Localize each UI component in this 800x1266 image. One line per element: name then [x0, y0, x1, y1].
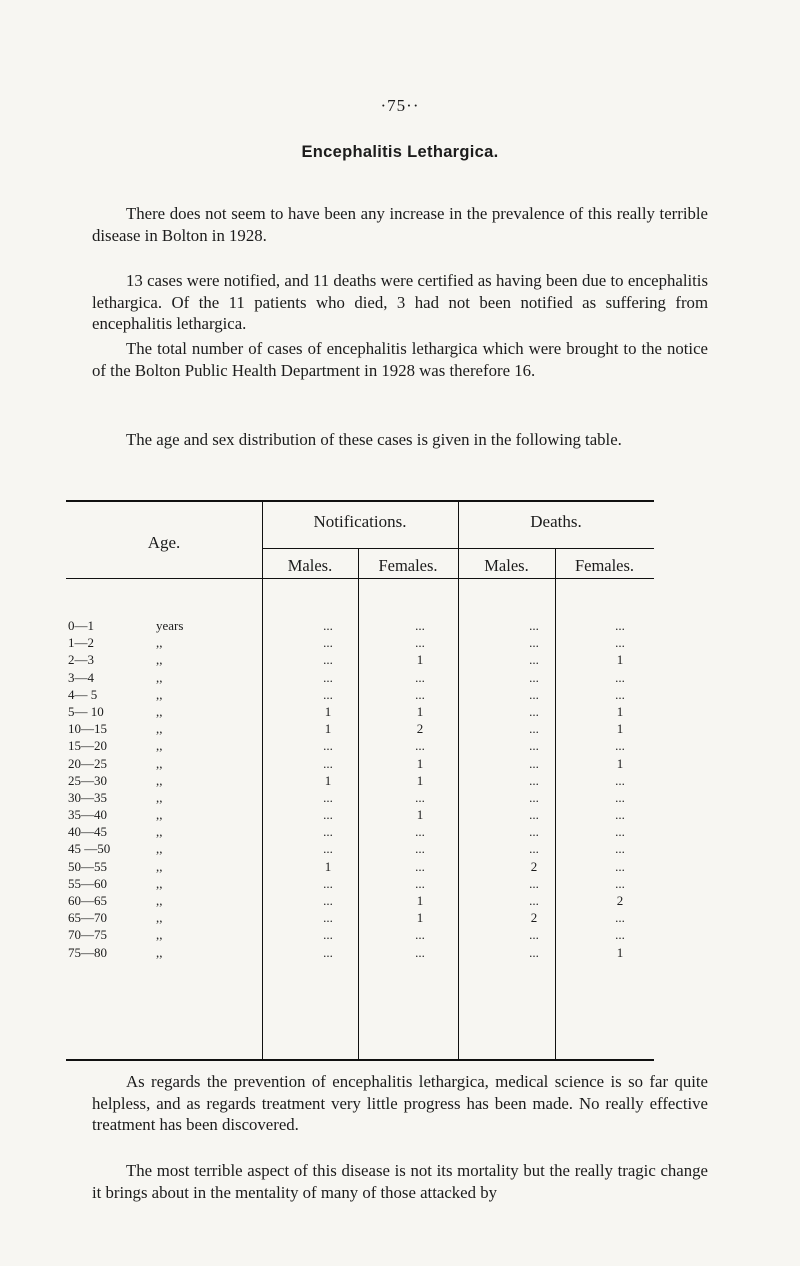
- notif-males-cell: 1: [324, 772, 332, 788]
- deaths-females-cell: 1: [616, 755, 624, 771]
- notif-males-cell: ...: [323, 927, 333, 943]
- paragraph-text: As regards the prevention of encephalitis lethargica, medical science is so far quite helpless, and as regards treatment very little progress has been made. No really effective treatment has been discovered.: [92, 1072, 708, 1134]
- deaths-males-cell: ...: [529, 703, 539, 719]
- notif-females-cell: ...: [415, 635, 425, 651]
- notif-males-cell: ...: [323, 789, 333, 805]
- age-unit: ,,: [156, 669, 163, 685]
- deaths-females-cell: 1: [616, 652, 624, 668]
- notif-females-cell: ...: [415, 858, 425, 874]
- deaths-males-cell: ...: [529, 927, 539, 943]
- age-range: 35—40: [68, 807, 107, 823]
- age-range: 15—20: [68, 738, 107, 754]
- table-row: [66, 893, 654, 910]
- age-unit: ,,: [156, 824, 163, 840]
- age-range: 3—4: [68, 669, 94, 685]
- deaths-males-cell: ...: [529, 738, 539, 754]
- table-row: [66, 824, 654, 841]
- table-row: [66, 841, 654, 858]
- paragraph-text: The total number of cases of encephalitis lethargica which were brought to the notice of the Bolton Public Health Department in 1928 was therefore 16.: [92, 339, 708, 380]
- notif-males-cell: ...: [323, 738, 333, 754]
- age-range: 4— 5: [68, 686, 98, 702]
- deaths-males-cell: ...: [529, 755, 539, 771]
- deaths-males-cell: ...: [529, 669, 539, 685]
- deaths-males-cell: ...: [529, 893, 539, 908]
- deaths-males-cell: ...: [529, 618, 539, 633]
- notif-females-cell: ...: [415, 686, 425, 702]
- age-header: Age.: [147, 533, 181, 552]
- notif-males-cell: ...: [323, 652, 333, 668]
- deaths-males-cell: ...: [529, 652, 539, 668]
- notif-females-cell: 1: [416, 772, 424, 788]
- deaths-males-cell: ...: [529, 807, 539, 823]
- deaths-males-cell: ...: [529, 789, 539, 805]
- notif-males-cell: ...: [323, 841, 333, 857]
- age-range: 1—2: [68, 635, 94, 651]
- notifications-header: Notifications.: [313, 512, 407, 531]
- deaths-males-cell: ...: [529, 944, 539, 960]
- age-unit: ,,: [156, 738, 163, 754]
- deaths-females-cell: ...: [615, 910, 625, 926]
- deaths-females-cell: ...: [615, 927, 625, 943]
- age-unit: ,,: [156, 635, 163, 651]
- paragraph-text: The most terrible aspect of this disease is not its mortality but the really tragic change it brings about in the mentality of many of those attacked by: [92, 1161, 708, 1202]
- age-sex-table: [66, 500, 654, 1062]
- table-row: [66, 756, 654, 773]
- notif-males-cell: ...: [323, 910, 333, 926]
- notif-females-cell: 1: [416, 703, 424, 719]
- notif-females-header: Females.: [378, 556, 438, 575]
- deaths-females-cell: ...: [615, 858, 625, 874]
- age-unit: ,,: [156, 875, 163, 891]
- age-unit: ,,: [156, 686, 163, 702]
- deaths-males-cell: ...: [529, 635, 539, 651]
- paragraph: [92, 1160, 708, 1203]
- paragraph: [92, 270, 708, 335]
- age-range: 55—60: [68, 875, 107, 891]
- notif-females-cell: ...: [415, 789, 425, 805]
- notif-females-cell: 1: [416, 652, 424, 668]
- age-unit: ,,: [156, 772, 163, 788]
- paragraph: [92, 203, 708, 246]
- deaths-females-header: Females.: [574, 556, 635, 575]
- age-unit: ,,: [156, 755, 163, 771]
- notif-females-cell: 1: [416, 893, 424, 908]
- age-unit: ,,: [156, 910, 163, 926]
- table-row: [66, 773, 654, 790]
- age-unit: ,,: [156, 927, 163, 943]
- table-row: [66, 721, 654, 738]
- page-number: ·75··: [380, 96, 420, 115]
- notif-males-cell: ...: [323, 755, 333, 771]
- notif-females-cell: ...: [415, 669, 425, 685]
- notif-males-cell: 1: [324, 703, 332, 719]
- age-unit: ,,: [156, 703, 163, 719]
- table-header-rule: [66, 578, 654, 579]
- deaths-females-cell: ...: [615, 807, 625, 823]
- notif-males-cell: ...: [323, 875, 333, 891]
- age-range: 40—45: [68, 824, 107, 840]
- table-row: [66, 945, 654, 962]
- table-row: [66, 618, 654, 635]
- notif-females-cell: ...: [415, 824, 425, 840]
- notif-females-cell: ...: [415, 738, 425, 754]
- paragraph: [92, 1071, 708, 1136]
- deaths-females-cell: ...: [615, 841, 625, 857]
- notif-males-cell: ...: [323, 669, 333, 685]
- notif-males-cell: ...: [323, 807, 333, 823]
- deaths-males-cell: ...: [529, 875, 539, 891]
- deaths-males-cell: ...: [529, 721, 539, 737]
- table-row: [66, 652, 654, 669]
- deaths-females-cell: ...: [615, 738, 625, 754]
- table-row: [66, 927, 654, 944]
- age-range: 2—3: [68, 652, 94, 668]
- notif-males-cell: ...: [323, 618, 333, 633]
- notif-females-cell: ...: [415, 944, 425, 960]
- deaths-females-cell: 1: [616, 703, 624, 719]
- deaths-females-cell: 2: [616, 893, 624, 908]
- age-range: 75—80: [68, 944, 107, 960]
- deaths-males-cell: 2: [530, 858, 538, 874]
- notif-males-cell: ...: [323, 824, 333, 840]
- notif-females-cell: 1: [416, 910, 424, 926]
- notif-females-cell: ...: [415, 841, 425, 857]
- notif-females-cell: ...: [415, 618, 425, 633]
- age-range: 70—75: [68, 927, 107, 943]
- deaths-males-cell: ...: [529, 841, 539, 857]
- age-range: 5— 10: [68, 703, 104, 719]
- notif-males-cell: ...: [323, 893, 333, 908]
- deaths-females-cell: ...: [615, 789, 625, 805]
- notif-males-cell: 1: [324, 721, 332, 737]
- table-row: [66, 910, 654, 927]
- paragraph: [92, 429, 708, 451]
- deaths-females-cell: ...: [615, 635, 625, 651]
- table-row: [66, 876, 654, 893]
- table-row: [66, 807, 654, 824]
- age-range: 20—25: [68, 755, 107, 771]
- age-unit: ,,: [156, 652, 163, 668]
- deaths-females-cell: 1: [616, 944, 624, 960]
- age-range: 10—15: [68, 721, 107, 737]
- subheader-rule: [262, 548, 654, 549]
- age-unit: ,,: [156, 893, 163, 908]
- age-unit: ,,: [156, 789, 163, 805]
- paragraph: [92, 338, 708, 381]
- deaths-males-cell: ...: [529, 824, 539, 840]
- age-range: 0—1: [68, 618, 94, 633]
- notif-females-cell: ...: [415, 927, 425, 943]
- table-row: [66, 704, 654, 721]
- age-range: 45 —50: [68, 841, 111, 857]
- age-unit: ,,: [156, 858, 163, 874]
- table-row: [66, 687, 654, 704]
- paragraph-text: There does not seem to have been any increase in the prevalence of this really terrible disease in Bolton in 1928.: [92, 204, 708, 245]
- paragraph-text: The age and sex distribution of these cases is given in the following table.: [126, 430, 622, 449]
- table-row: [66, 670, 654, 687]
- deaths-females-cell: ...: [615, 772, 625, 788]
- deaths-header: Deaths.: [530, 512, 582, 531]
- notif-males-cell: ...: [323, 635, 333, 651]
- age-unit: ,,: [156, 721, 163, 737]
- notif-males-cell: 1: [324, 858, 332, 874]
- deaths-females-cell: ...: [615, 686, 625, 702]
- age-unit: ,,: [156, 841, 163, 857]
- notif-females-cell: 2: [416, 721, 424, 737]
- table-top-rule: [66, 500, 654, 502]
- age-unit: ,,: [156, 807, 163, 823]
- deaths-females-cell: ...: [615, 618, 625, 633]
- section-heading: Encephalitis Lethargica.: [301, 143, 499, 161]
- age-unit: ,,: [156, 944, 163, 960]
- deaths-females-cell: 1: [616, 721, 624, 737]
- table-body: [66, 618, 654, 962]
- deaths-males-cell: 2: [530, 910, 538, 926]
- deaths-females-cell: ...: [615, 669, 625, 685]
- table-row: [66, 738, 654, 755]
- deaths-females-cell: ...: [615, 824, 625, 840]
- table-bottom-rule: [66, 1059, 654, 1061]
- age-range: 50—55: [68, 858, 107, 874]
- deaths-males-cell: ...: [529, 772, 539, 788]
- deaths-males-cell: ...: [529, 686, 539, 702]
- age-range: 25—30: [68, 772, 107, 788]
- notif-males-header: Males.: [287, 556, 333, 575]
- table-row: [66, 635, 654, 652]
- age-range: 30—35: [68, 789, 107, 805]
- table-row: [66, 790, 654, 807]
- notif-females-cell: ...: [415, 875, 425, 891]
- deaths-females-cell: ...: [615, 875, 625, 891]
- notif-males-cell: ...: [323, 686, 333, 702]
- paragraph-text: 13 cases were notified, and 11 deaths were certified as having been due to encephalitis lethargica. Of the 11 patients who died, 3 had not been notified as suffering from encephalitis lethargica.: [92, 271, 708, 333]
- notif-males-cell: ...: [323, 944, 333, 960]
- age-unit: years: [156, 618, 184, 633]
- age-range: 65—70: [68, 910, 107, 926]
- age-range: 60—65: [68, 893, 107, 908]
- deaths-males-header: Males.: [484, 556, 529, 575]
- notif-females-cell: 1: [416, 807, 424, 823]
- notif-females-cell: 1: [416, 755, 424, 771]
- table-row: [66, 859, 654, 876]
